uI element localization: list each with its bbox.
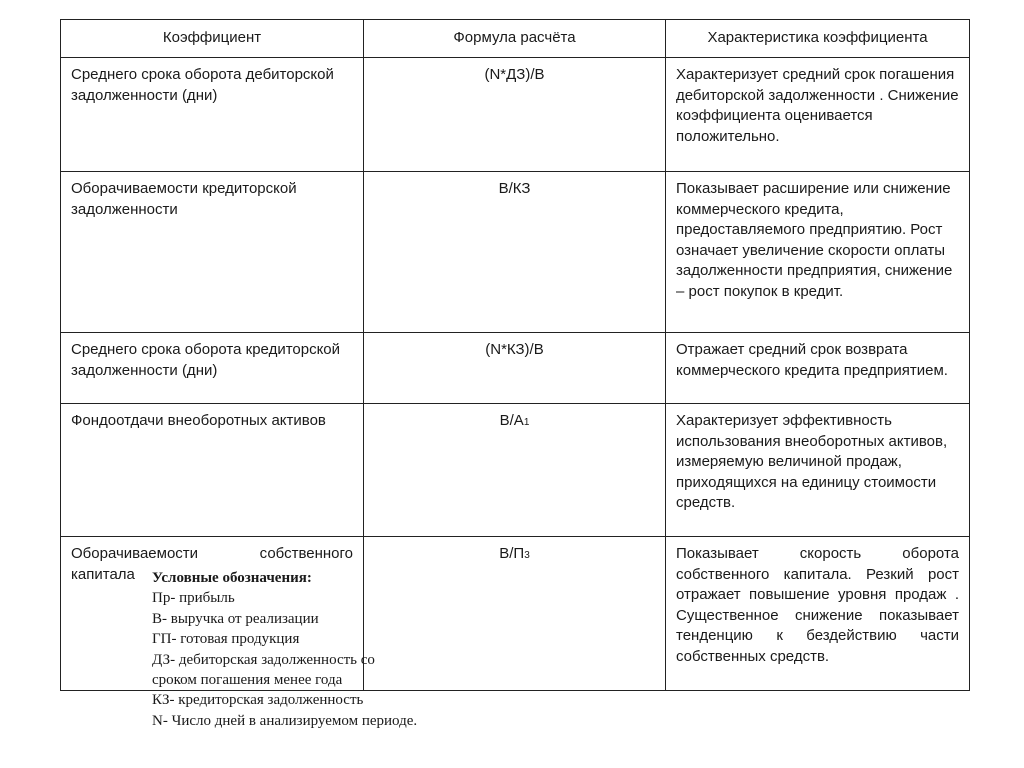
table-row (61, 172, 970, 333)
coefficient-description: Характеризует средний срок погашения дебиторской задолженности . Снижение коэффициента оценивается положительно. (666, 58, 970, 172)
coefficient-name: Среднего срока оборота кредиторской задолженности (дни) (61, 333, 364, 404)
table-header-row (61, 20, 970, 58)
formula-main: В/П (499, 545, 525, 562)
formula-main: В/А (499, 412, 524, 429)
legend-item: КЗ- кредиторская задолженность (152, 692, 364, 709)
coefficient-formula: В/КЗ (364, 172, 666, 333)
legend-title: Условные обозначения: (152, 570, 312, 586)
coefficient-description: Характеризует эффективность использования внеоборотных активов, измеряемую величиной продаж, приходящихся на единицу стоимости средств. (666, 404, 970, 537)
legend-item: ДЗ- дебиторская задолженность со сроком погашения менее года (152, 651, 375, 689)
legend-item: Пр- прибыль (152, 590, 235, 607)
coefficient-name: Оборачиваемости кредиторской задолженности (61, 172, 364, 333)
legend-item: В- выручка от реализации (152, 610, 319, 627)
legend-item: ГП- готовая продукция (152, 631, 300, 648)
header-coefficient: Коэффициент (61, 20, 364, 58)
coefficient-description: Показывает скорость оборота собственного капитала. Резкий рост отражает повышение уровня продаж . Существенное снижение показывает тенденцию к бездействию части собственных средств. (666, 537, 970, 691)
coefficient-formula (364, 404, 666, 537)
header-characteristic: Характеристика коэффициента (666, 20, 970, 58)
header-formula: Формула расчёта (364, 20, 666, 58)
legend-notation (152, 568, 422, 731)
formula-subscript: 1 (523, 417, 530, 428)
table-row (61, 333, 970, 404)
coefficient-name: Фондоотдачи внеоборотных активов (61, 404, 364, 537)
coefficient-description: Отражает средний срок возврата коммерческого кредита предприятием. (666, 333, 970, 404)
coefficient-name: Среднего срока оборота дебиторской задолженности (дни) (61, 58, 364, 172)
formula-subscript: 3 (524, 550, 530, 561)
table-row (61, 404, 970, 537)
coefficient-description: Показывает расширение или снижение коммерческого кредита, предоставляемого предприятию. Рост означает увеличение скорости оплаты задолженности предприятия, снижение – рост покупок в кредит. (666, 172, 970, 333)
coefficient-formula: (N*ДЗ)/В (364, 58, 666, 172)
table-row (61, 58, 970, 172)
coefficient-name: Оборачиваемости собственного капитала (61, 537, 364, 691)
coefficient-formula: (N*КЗ)/В (364, 333, 666, 404)
legend-item: N- Число дней в анализируемом периоде. (152, 712, 418, 729)
